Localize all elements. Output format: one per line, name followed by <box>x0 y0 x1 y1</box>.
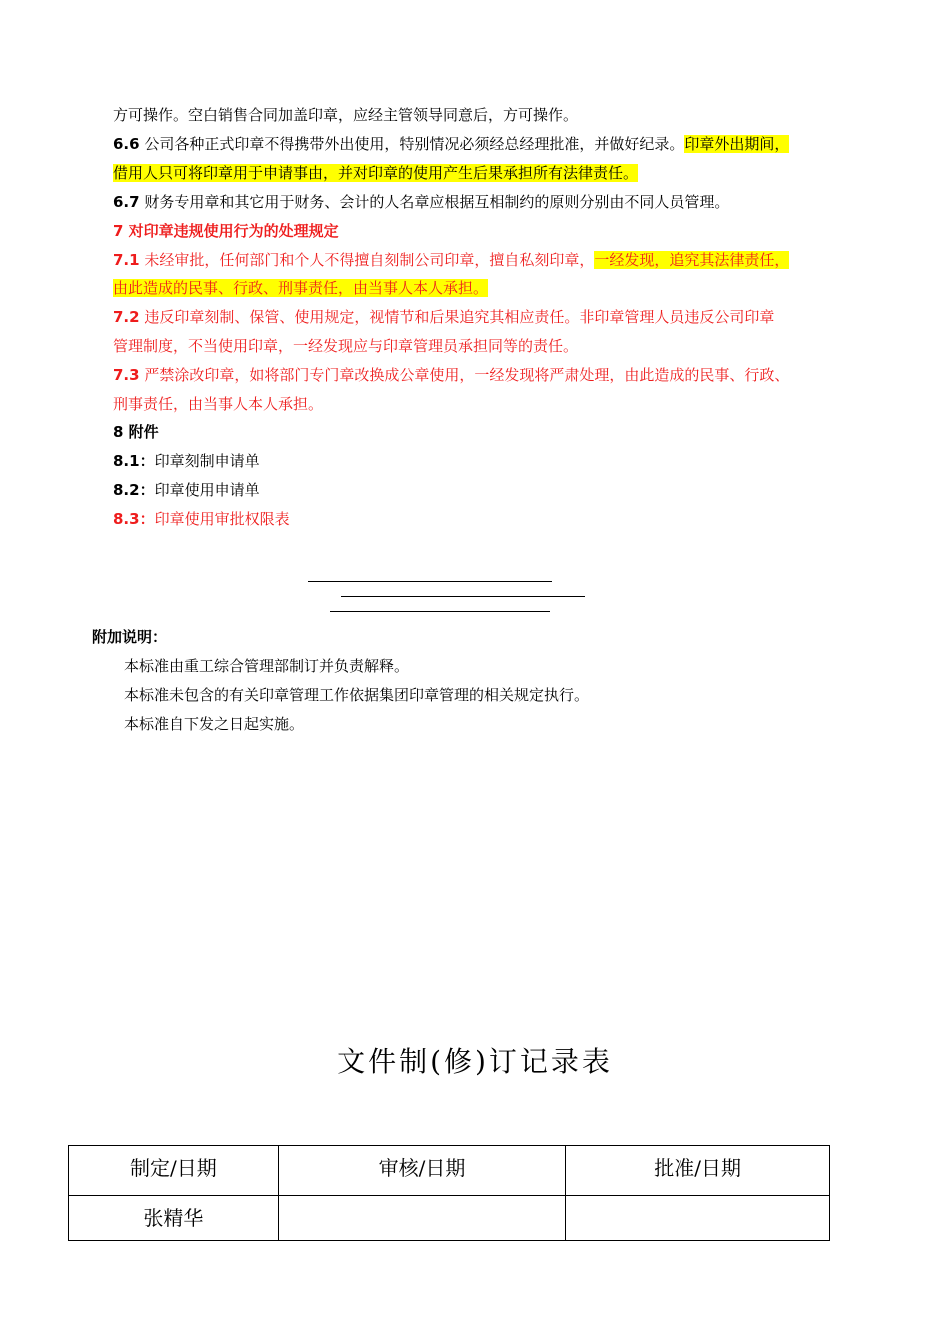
clause-number: 7.2 <box>113 308 140 326</box>
paragraph-continuation: 方可操作。空白销售合同加盖印章，应经主管领导同意后，方可操作。 <box>113 106 579 124</box>
cell-drafter: 张精华 <box>69 1196 279 1241</box>
header-reviewed-date: 审核/日期 <box>278 1146 566 1196</box>
clause-6-6: 6.6 公司各种正式印章不得携带外出使用，特别情况必须经总经理批准，并做好纪录。印章外出期间， <box>113 135 790 153</box>
note-item: 本标准未包含的有关印章管理工作依据集团印章管理的相关规定执行。 <box>124 686 590 704</box>
attachment-number: 8.2： <box>113 481 155 499</box>
clause-7-3: 7.3 严禁涂改印章，如将部门专门章改换成公章使用，一经发现将严肃处理，由此造成的民事、行政、 <box>113 366 790 384</box>
record-table-title: 文件制(修)订记录表 <box>337 1045 613 1078</box>
note-item: 本标准由重工综合管理部制订并负责解释。 <box>124 657 410 675</box>
attachment-number: 8.1： <box>113 452 155 470</box>
table-row <box>69 1196 830 1241</box>
clause-number: 6.6 <box>113 135 140 153</box>
clause-number: 6.7 <box>113 193 140 211</box>
clause-6-7: 6.7 财务专用章和其它用于财务、会计的人名章应根据互相制约的原则分别由不同人员管理。 <box>113 193 730 211</box>
divider-line <box>308 581 552 582</box>
divider-line <box>330 611 550 612</box>
highlighted-text: 一经发现，追究其法律责任， <box>594 251 790 269</box>
cell-approver <box>566 1196 830 1241</box>
clause-7-2-cont: 管理制度，不当使用印章，一经发现应与印章管理员承担同等的责任。 <box>113 337 579 355</box>
note-item: 本标准自下发之日起实施。 <box>124 715 305 733</box>
section-8-heading: 8 附件 <box>113 423 159 441</box>
clause-number: 7.3 <box>113 366 140 384</box>
highlighted-text: 由此造成的民事、行政、刑事责任，由当事人本人承担。 <box>113 279 489 297</box>
revision-record-table <box>68 1145 830 1241</box>
clause-7-2: 7.2 违反印章刻制、保管、使用规定，视情节和后果追究其相应责任。非印章管理人员违反公司印章 <box>113 308 775 326</box>
clause-7-1-cont <box>113 277 873 299</box>
clause-7-1: 7.1 未经审批，任何部门和个人不得擅自刻制公司印章，擅自私刻印章，一经发现，追究其法律责任， <box>113 251 790 269</box>
section-7-heading: 7 对印章违规使用行为的处理规定 <box>113 222 339 240</box>
clause-number: 7.1 <box>113 251 140 269</box>
highlighted-text: 印章外出期间， <box>684 135 790 153</box>
attachment-8-2: 8.2：印章使用申请单 <box>113 481 260 499</box>
header-drafted-date: 制定/日期 <box>69 1146 279 1196</box>
clause-7-3-cont: 刑事责任，由当事人本人承担。 <box>113 395 324 413</box>
header-approved-date: 批准/日期 <box>566 1146 830 1196</box>
additional-notes-title: 附加说明： <box>92 628 168 646</box>
cell-reviewer <box>278 1196 566 1241</box>
divider-line <box>341 596 585 597</box>
attachment-8-1: 8.1：印章刻制申请单 <box>113 452 260 470</box>
clause-6-6-cont <box>113 162 873 184</box>
highlighted-text: 借用人只可将印章用于申请事由，并对印章的使用产生后果承担所有法律责任。 <box>113 164 639 182</box>
table-header-row <box>69 1146 830 1196</box>
attachment-8-3: 8.3：印章使用审批权限表 <box>113 510 290 528</box>
attachment-number: 8.3： <box>113 510 155 528</box>
